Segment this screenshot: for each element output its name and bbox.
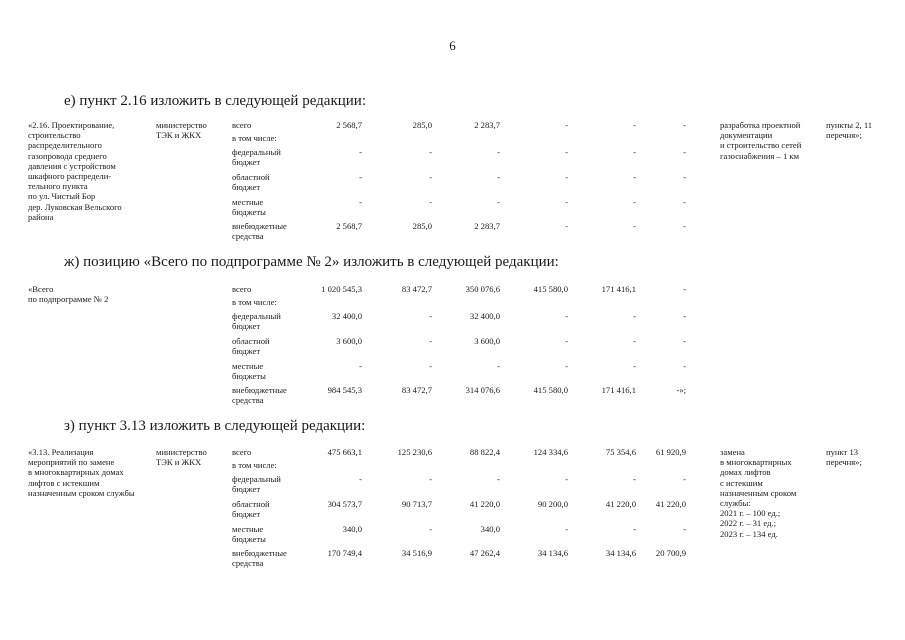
funding-value: - xyxy=(497,197,500,207)
funding-value: - xyxy=(429,361,432,371)
funding-value: 2 283,7 xyxy=(474,120,500,130)
funding-value: - xyxy=(633,311,636,321)
page-number: 6 xyxy=(449,38,456,53)
funding-value: - xyxy=(429,524,432,534)
funding-value: - xyxy=(683,147,686,157)
funding-value: 20 700,9 xyxy=(655,548,686,558)
funding-value: 3 600,0 xyxy=(474,336,500,346)
funding-value: - xyxy=(683,311,686,321)
funding-value: 2 568,7 xyxy=(336,221,362,231)
funding-value: - xyxy=(565,361,568,371)
funding-value: - xyxy=(683,221,686,231)
funding-value: - xyxy=(359,197,362,207)
funding-source-label: федеральный бюджет xyxy=(232,474,281,495)
funding-value: - xyxy=(683,361,686,371)
funding-row xyxy=(0,361,905,385)
funding-value: 41 220,0 xyxy=(655,499,686,509)
funding-value: - xyxy=(565,336,568,346)
funding-value: 2 283,7 xyxy=(474,221,500,231)
funding-row xyxy=(0,474,905,498)
funding-value: 34 134,6 xyxy=(605,548,636,558)
funding-value: 475 663,1 xyxy=(327,447,362,457)
funding-value: - xyxy=(359,147,362,157)
funding-value: 1 020 545,3 xyxy=(321,284,362,294)
funding-source-label: всего xyxy=(232,120,252,130)
funding-source-label: федеральный бюджет xyxy=(232,311,281,332)
funding-value: - xyxy=(633,120,636,130)
funding-value: - xyxy=(359,361,362,371)
funding-value: 75 354,6 xyxy=(605,447,636,457)
funding-source-label: всего xyxy=(232,284,252,294)
funding-value: - xyxy=(565,221,568,231)
funding-source-label: местные бюджеты xyxy=(232,197,266,218)
item-label: «2.16. Проектирование, строительство распределительного газопровода среднего давления с устройством шкафного распредели- тельного пункта по ул. Чистый Бор дер. Луковская Вельского района xyxy=(28,120,122,222)
funding-value: - xyxy=(683,120,686,130)
funding-value: - xyxy=(429,336,432,346)
funding-value: 47 262,4 xyxy=(469,548,500,558)
reference: пункты 2, 11 перечня»; xyxy=(826,120,873,141)
funding-value: - xyxy=(633,147,636,157)
funding-value: 88 822,4 xyxy=(469,447,500,457)
funding-value: - xyxy=(633,361,636,371)
funding-value: 314 076,6 xyxy=(465,385,500,395)
funding-value: - xyxy=(633,197,636,207)
funding-value: - xyxy=(633,474,636,484)
funding-value: 41 220,0 xyxy=(605,499,636,509)
funding-source-label: местные бюджеты xyxy=(232,361,266,382)
funding-value: 171 416,1 xyxy=(601,385,636,395)
funding-value: 340,0 xyxy=(342,524,362,534)
funding-value: - xyxy=(429,311,432,321)
funding-row xyxy=(0,311,905,335)
funding-value: - xyxy=(565,524,568,534)
funding-value: 61 920,9 xyxy=(655,447,686,457)
funding-value: - xyxy=(633,336,636,346)
funding-row xyxy=(0,548,905,572)
funding-row xyxy=(0,172,905,196)
funding-row xyxy=(0,147,905,171)
funding-value: 34 516,9 xyxy=(401,548,432,558)
funding-source-label: внебюджетные средства xyxy=(232,385,287,406)
funding-value: 170 749,4 xyxy=(327,548,362,558)
item-label: «Всего по подпрограмме № 2 xyxy=(28,284,109,305)
funding-value: - xyxy=(497,172,500,182)
funding-value: 90 200,0 xyxy=(537,499,568,509)
item-label: «3.13. Реализация мероприятий по замене в многоквартирных домах лифтов с истекшим назначенным сроком службы xyxy=(28,447,135,498)
funding-value: - xyxy=(359,172,362,182)
funding-value: 83 472,7 xyxy=(401,385,432,395)
funding-value: - xyxy=(565,172,568,182)
funding-value: - xyxy=(429,147,432,157)
funding-value: - xyxy=(683,474,686,484)
funding-value: 415 580,0 xyxy=(533,284,568,294)
funding-row xyxy=(0,336,905,360)
funding-value: 3 600,0 xyxy=(336,336,362,346)
funding-value: - xyxy=(633,172,636,182)
funding-value: - xyxy=(497,474,500,484)
funding-value: 415 580,0 xyxy=(533,385,568,395)
funding-value: - xyxy=(683,172,686,182)
funding-source-label: в том числе: xyxy=(232,297,277,307)
funding-value: 34 134,6 xyxy=(537,548,568,558)
funding-source-label: федеральный бюджет xyxy=(232,147,281,168)
funding-value: 124 334,6 xyxy=(533,447,568,457)
funding-row xyxy=(0,385,905,409)
funding-value: 340,0 xyxy=(480,524,500,534)
funding-value: - xyxy=(565,197,568,207)
funding-value: 90 713,7 xyxy=(401,499,432,509)
funding-source-label: областной бюджет xyxy=(232,336,270,357)
funding-value: 32 400,0 xyxy=(331,311,362,321)
funding-row xyxy=(0,197,905,221)
funding-value: - xyxy=(565,147,568,157)
funding-value: 32 400,0 xyxy=(469,311,500,321)
funding-source-label: внебюджетные средства xyxy=(232,548,287,569)
funding-value: - xyxy=(429,172,432,182)
funding-row xyxy=(0,499,905,523)
target-indicator: замена в многоквартирных домах лифтов с истекшим назначенным сроком службы: 2021 г. – 100 ед.; 2022 г. – 31 ед.; 2023 г. – 134 ед. xyxy=(720,447,797,539)
funding-source-label: всего xyxy=(232,447,252,457)
section-heading: ж) позицию «Всего по подпрограмме № 2» изложить в следующей редакции: xyxy=(64,254,559,270)
funding-value: 285,0 xyxy=(412,221,432,231)
funding-value: - xyxy=(633,524,636,534)
funding-row xyxy=(0,221,905,245)
funding-value: - xyxy=(633,221,636,231)
reference: пункт 13 перечня»; xyxy=(826,447,862,468)
funding-value: 125 230,6 xyxy=(397,447,432,457)
responsible-executor: министерство ТЭК и ЖКХ xyxy=(156,447,207,468)
funding-source-label: внебюджетные средства xyxy=(232,221,287,242)
funding-value: 285,0 xyxy=(412,120,432,130)
target-indicator: разработка проектной документации и строительство сетей газоснабжения – 1 км xyxy=(720,120,802,161)
funding-value: -»; xyxy=(676,385,686,395)
funding-value: - xyxy=(429,474,432,484)
funding-value: 83 472,7 xyxy=(401,284,432,294)
funding-value: - xyxy=(683,336,686,346)
funding-source-label: областной бюджет xyxy=(232,499,270,520)
funding-value: - xyxy=(359,474,362,484)
responsible-executor: министерство ТЭК и ЖКХ xyxy=(156,120,207,141)
funding-value: - xyxy=(565,120,568,130)
funding-value: 2 568,7 xyxy=(336,120,362,130)
funding-value: - xyxy=(429,197,432,207)
funding-value: - xyxy=(497,147,500,157)
funding-value: 350 076,6 xyxy=(465,284,500,294)
section-heading: з) пункт 3.13 изложить в следующей редакции: xyxy=(64,418,366,434)
funding-value: 41 220,0 xyxy=(469,499,500,509)
funding-source-label: местные бюджеты xyxy=(232,524,266,545)
funding-row xyxy=(0,524,905,548)
section-heading: е) пункт 2.16 изложить в следующей редакции: xyxy=(64,93,366,109)
funding-source-label: областной бюджет xyxy=(232,172,270,193)
funding-value: - xyxy=(565,474,568,484)
funding-value: - xyxy=(497,361,500,371)
funding-source-label: в том числе: xyxy=(232,460,277,470)
funding-value: 984 545,3 xyxy=(327,385,362,395)
funding-value: - xyxy=(683,197,686,207)
funding-value: - xyxy=(683,284,686,294)
funding-value: - xyxy=(565,311,568,321)
funding-value: 304 573,7 xyxy=(327,499,362,509)
funding-value: - xyxy=(683,524,686,534)
funding-source-label: в том числе: xyxy=(232,133,277,143)
funding-value: 171 416,1 xyxy=(601,284,636,294)
